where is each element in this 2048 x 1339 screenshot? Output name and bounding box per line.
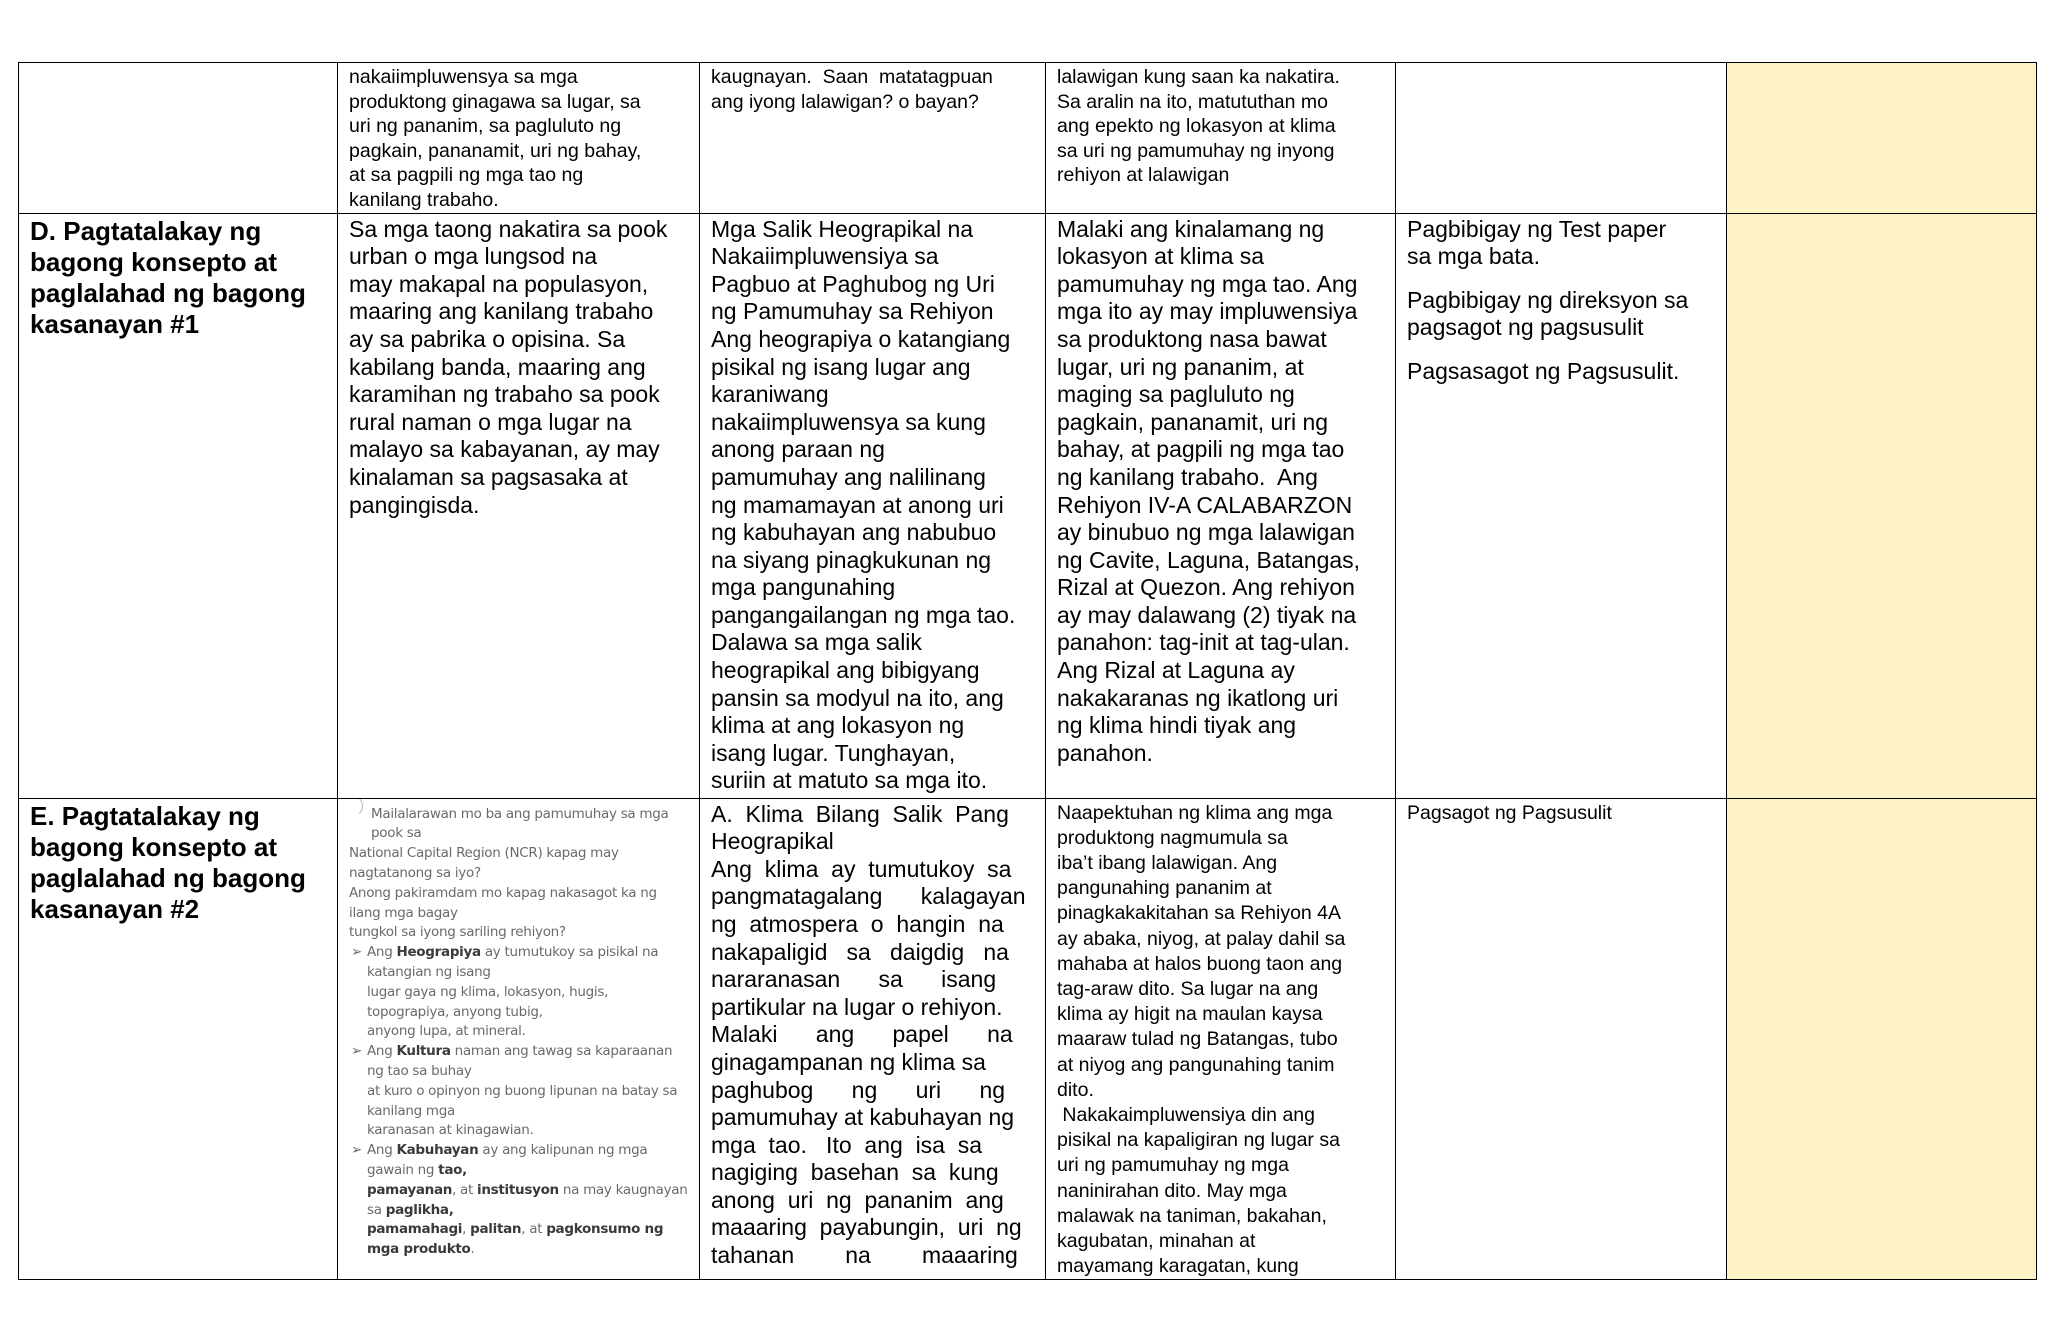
stage-label: D. Pagtatalakay ng bagong konsepto at paglalahad ng bagong kasanayan #1 xyxy=(19,213,338,798)
table-row-c xyxy=(19,63,2037,214)
arrow-bullet-icon: ➢ xyxy=(351,1043,363,1060)
stage-label: E. Pagtatalakay ng bagong konsepto at paglalahad ng bagong kasanayan #2 xyxy=(19,798,338,1280)
content-cell-2: Sa mga taong nakatira sa pook urban o mga lungsod na may makapal na populasyon, maaring ang kanilang trabaho ay sa pabrika o opisina. Sa kabilang banda, maaring ang karamihan ng trabaho sa pook rural naman o mga lugar na malayo sa kabayanan, ay may kinalaman sa pagsasaka at pangingisda. xyxy=(338,213,700,798)
content-cell-3: Mga Salik Heograpikal na Nakaiimpluwensiya sa Pagbuo at Paghubog ng Uri ng Pamumuhay sa Rehiyon Ang heograpiya o katangiang pisikal ng isang lugar ang karaniwang nakaiimpluwensya sa kung anong paraan ng pamumuhay ang nalilinang ng mamamayan at anong uri ng kabuhayan ang nabubuo na siyang pinagkukunan ng mga pangunahing pangangailangan ng mga tao. Dalawa sa mga salik heograpikal ang bibigyang pansin sa modyul na ito, ang klima at ang lokasyon ng isang lugar. Tunghayan, suriin at matuto sa mga ito. xyxy=(700,213,1046,798)
content-cell-4: Malaki ang kinalamang ng lokasyon at klima sa pamumuhay ng mga tao. Ang mga ito ay may impluwensiya sa produktong nasa bawat lugar, uri ng pananim, at maging sa pagluluto ng pagkain, pananamit, uri ng bahay, at pagpili ng mga tao ng kanilang trabaho. Ang Rehiyon IV-A CALABARZON ay binubuo ng mga lalawigan ng Cavite, Laguna, Batangas, Rizal at Quezon. Ang rehiyon ay may dalawang (2) tiyak na panahon: tag-init at tag-ulan. Ang Rizal at Laguna ay nakakaranas ng ikatlong uri ng klima hindi tiyak ang panahon. xyxy=(1046,213,1396,798)
content-cell-2 xyxy=(338,798,700,1280)
stage-cell xyxy=(19,63,338,214)
content-cell-5: Pagsagot ng Pagsusulit xyxy=(1396,798,1727,1280)
content-cell-3: kaugnayan. Saan matatagpuan ang iyong lalawigan? o bayan? xyxy=(700,63,1046,214)
highlight-cell xyxy=(1727,63,2037,214)
highlight-cell xyxy=(1727,213,2037,798)
scanned-excerpt-image: Mailalarawan mo ba ang pamumuhay sa mga pook sa National Capital Region (NCR) kapag may nagtatanong sa iyo? Anong pakiramdam mo kapag nakasagot ka ng ilang mga bagay tungkol sa iyong sariling rehiyon? ➢ Ang Heograpiya ay tumutukoy sa pisikal na katangian ng isang lugar gaya ng klima, lokasyon, hugis, topograpiya, anyong tubig, anyong lupa, at mineral. ➢ Ang Kultura naman ang tawag sa kaparaanan ng tao sa buhay at kuro o opinyon ng buong lipunan na batay sa kanilang mga karanasan at kinagawian. ➢ Ang Kabuhayan ay ang kalipunan ng mga gawain ng tao, pamayanan, at institusyon na may kaugnayan sa paglikha, pamamahagi, palitan, at pagkonsumo ng mga produkto. xyxy=(349,801,689,1260)
content-cell-4: lalawigan kung saan ka nakatira. Sa aralin na ito, matututhan mo ang epekto ng lokasyon at klima sa uri ng pamumuhay ng inyong rehiyon at lalawigan xyxy=(1046,63,1396,214)
table-row-e xyxy=(19,798,2037,1280)
content-cell-3: A. Klima Bilang Salik Pang Heograpikal Ang klima ay tumutukoy sa pangmatagalang kalagayan ng atmospera o hangin na nakapaligid sa daigdig na nararanasan sa isang partikular na lugar o rehiyon. Malaki ang papel na ginagampanan ng klima sa paghubog ng uri ng pamumuhay at kabuhayan ng mga tao. Ito ang isa sa nagiging basehan sa kung anong uri ng pananim ang maaaring payabungin, uri ng tahanan na maaaring xyxy=(700,798,1046,1280)
table-row-d xyxy=(19,213,2037,798)
content-cell-5 xyxy=(1396,63,1727,214)
highlight-cell xyxy=(1727,798,2037,1280)
arrow-bullet-icon: ➢ xyxy=(351,1142,363,1159)
circle-icon xyxy=(341,798,363,817)
content-cell-5: Pagbibigay ng Test paper sa mga bata. Pagbibigay ng direksyon sa pagsagot ng pagsusulit Pagsasagot ng Pagsusulit. xyxy=(1396,213,1727,798)
content-cell-2: nakaiimpluwensya sa mga produktong ginagawa sa lugar, sa uri ng pananim, sa pagluluto ng pagkain, pananamit, uri ng bahay, at sa pagpili ng mga tao ng kanilang trabaho. xyxy=(338,63,700,214)
content-cell-4: Naapektuhan ng klima ang mga produktong nagmumula sa iba’t ibang lalawigan. Ang pangunahing pananim at pinagkakakitahan sa Rehiyon 4A ay abaka, niyog, at palay dahil sa mahaba at halos buong taon ang tag-araw dito. Sa lugar na ang klima ay higit na maulan kaysa maaraw tulad ng Batangas, tubo at niyog ang pangunahing tanim dito. Nakakaimpluwensiya din ang pisikal na kapaligiran ng lugar sa uri ng pamumuhay ng mga naninirahan dito. May mga malawak na taniman, bakahan, kagubatan, minahan at mayamang karagatan, kung xyxy=(1046,798,1396,1280)
arrow-bullet-icon: ➢ xyxy=(351,944,363,961)
lesson-plan-table xyxy=(18,62,2037,1280)
